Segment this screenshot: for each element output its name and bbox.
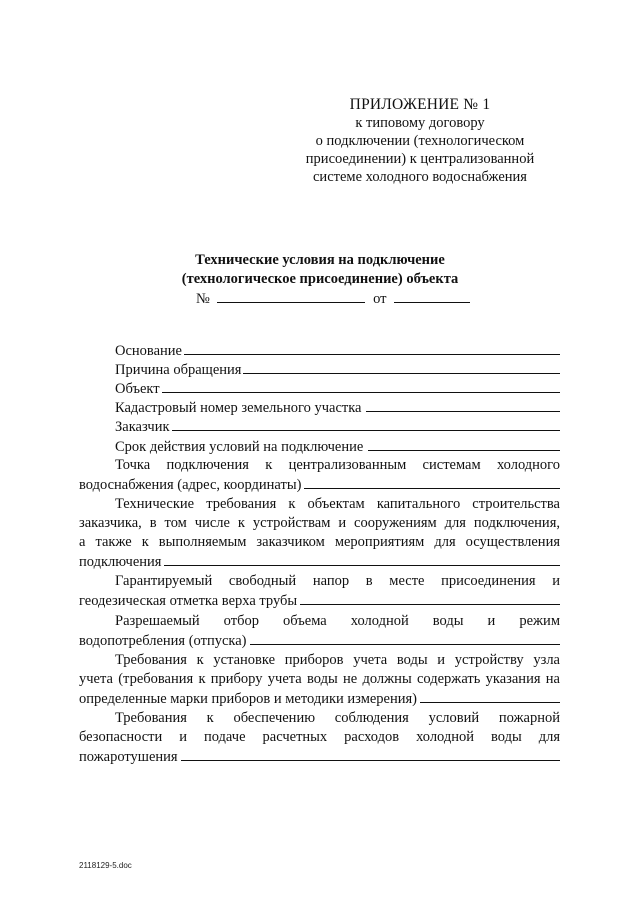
title-line: Технические условия на подключение bbox=[195, 252, 445, 268]
field-blank[interactable] bbox=[366, 398, 560, 412]
paragraph-line: определенные марки приборов и методики измерения) bbox=[79, 691, 418, 707]
paragraph-line: водопотребления (отпуска) bbox=[79, 633, 247, 649]
appendix-line: системе холодного водоснабжения bbox=[313, 169, 527, 185]
field-validity bbox=[115, 437, 560, 457]
paragraph-line: Точка подключения к централизованным системам холодного bbox=[115, 457, 560, 473]
date-blank[interactable] bbox=[394, 289, 470, 303]
field-blank[interactable] bbox=[184, 341, 560, 355]
appendix-line: о подключении (технологическом bbox=[315, 133, 525, 149]
paragraph-line: Требования к установке приборов учета воды и устройству узла bbox=[115, 652, 560, 668]
field-blank[interactable] bbox=[162, 379, 560, 393]
paragraph-line: подключения bbox=[79, 554, 162, 570]
field-blank[interactable] bbox=[420, 689, 560, 703]
field-blank[interactable] bbox=[243, 360, 560, 374]
paragraph-line: заказчика, в том числе к устройствам и сооружениям для подключения, bbox=[79, 515, 560, 531]
date-label: от bbox=[373, 291, 387, 307]
field-customer bbox=[115, 417, 560, 437]
paragraph-guaranteed-head bbox=[79, 572, 560, 611]
number-blank[interactable] bbox=[217, 289, 365, 303]
field-label: Срок действия условий на подключение bbox=[115, 439, 364, 455]
paragraph-connection-point bbox=[79, 456, 560, 495]
paragraph-technical-requirements bbox=[79, 495, 560, 572]
field-blank[interactable] bbox=[250, 631, 561, 645]
paragraph-last-line bbox=[79, 689, 560, 709]
field-label: Объект bbox=[115, 381, 160, 397]
paragraph-line: безопасности и подаче расчетных расходов холодной воды для bbox=[79, 729, 560, 745]
paragraph-line: Требования к обеспечению соблюдения условий пожарной bbox=[115, 710, 560, 726]
paragraph-metering bbox=[79, 651, 560, 709]
field-blank[interactable] bbox=[304, 475, 560, 489]
document-filename: 2118129-5.doc bbox=[79, 861, 132, 870]
paragraph-last-line bbox=[79, 552, 560, 572]
paragraph-line: а также к выполняемым заказчиком мероприятиям для осуществления bbox=[79, 534, 560, 550]
field-blank[interactable] bbox=[300, 591, 560, 605]
field-label: Заказчик bbox=[115, 419, 170, 435]
paragraph-fire-safety bbox=[79, 709, 560, 767]
appendix-block bbox=[280, 96, 560, 186]
appendix-title: ПРИЛОЖЕНИЕ № 1 bbox=[349, 96, 491, 113]
paragraph-line: Разрешаемый отбор объема холодной воды и режим bbox=[115, 613, 560, 629]
appendix-line: к типовому договору bbox=[355, 115, 485, 131]
paragraph-last-line bbox=[79, 591, 560, 611]
paragraph-line: геодезическая отметка верха трубы bbox=[79, 593, 298, 609]
paragraph-line: водоснабжения (адрес, координаты) bbox=[79, 477, 302, 493]
number-date-line bbox=[196, 289, 470, 308]
paragraph-line: учета (требования к прибору учета воды не должны содержать указания на bbox=[79, 671, 560, 687]
field-object bbox=[115, 379, 560, 399]
paragraph-permitted-withdrawal bbox=[79, 612, 560, 651]
field-label: Основание bbox=[115, 343, 182, 359]
paragraph-last-line bbox=[79, 475, 560, 495]
field-blank[interactable] bbox=[368, 437, 560, 451]
paragraph-line: пожаротушения bbox=[79, 749, 178, 765]
paragraph-last-line bbox=[79, 747, 560, 767]
field-blank[interactable] bbox=[181, 747, 560, 761]
field-blank[interactable] bbox=[172, 417, 561, 431]
document-title bbox=[120, 251, 520, 289]
paragraph-line: Гарантируемый свободный напор в месте присоединения и bbox=[115, 573, 560, 589]
field-request-reason bbox=[115, 360, 560, 380]
paragraph-line: Технические требования к объектам капитального строительства bbox=[115, 496, 560, 512]
field-blank[interactable] bbox=[164, 552, 560, 566]
number-label: № bbox=[196, 291, 210, 307]
paragraph-last-line bbox=[79, 631, 560, 651]
field-basis bbox=[115, 341, 560, 361]
field-label: Причина обращения bbox=[115, 362, 242, 378]
field-cadastral bbox=[115, 398, 560, 418]
title-line: (технологическое присоединение) объекта bbox=[181, 271, 459, 287]
appendix-line: присоединении) к централизованной bbox=[305, 151, 535, 167]
field-label: Кадастровый номер земельного участка bbox=[115, 400, 362, 416]
